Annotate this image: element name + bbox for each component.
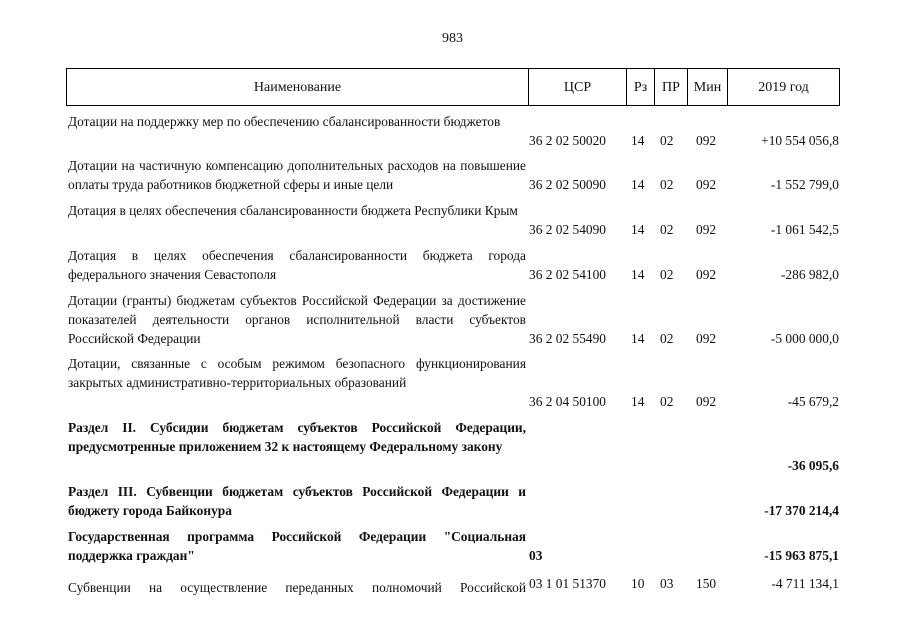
row-pr: 02 <box>660 394 674 409</box>
row-min: 092 <box>696 222 717 237</box>
row-amount: +10 554 056,8 <box>761 133 839 148</box>
row-csr: 36 2 04 50100 <box>529 394 606 409</box>
row-name: Дотации на поддержку мер по обеспечению сбалансированности бюджетов <box>68 114 501 129</box>
row-amount: -1 061 542,5 <box>770 222 839 237</box>
row-pr: 02 <box>660 222 674 237</box>
row-pr: 02 <box>660 267 674 282</box>
row-rz: 14 <box>631 394 645 409</box>
row-rz: 14 <box>631 222 645 237</box>
row-name: Дотации (гранты) бюджетам субъектов Российской Федерации за достижение показателей деятельности органов исполнительной власти субъектов Российской Федерации <box>68 293 526 346</box>
header-year: 2019 год <box>758 80 809 95</box>
row-min: 150 <box>696 576 717 591</box>
row-pr: 02 <box>660 331 674 346</box>
row-pr: 02 <box>660 177 674 192</box>
program-name: Государственная программа Российской Федерации "Социальная поддержка граждан" <box>68 529 526 563</box>
row-csr: 36 2 02 50090 <box>529 177 606 192</box>
section-amount: -36 095,6 <box>787 458 839 473</box>
row-name: Субвенции на осуществление переданных полномочий Российской <box>68 580 526 595</box>
header-rz: Рз <box>633 80 648 95</box>
row-min: 092 <box>696 133 717 148</box>
row-csr: 36 2 02 54090 <box>529 222 606 237</box>
row-min: 092 <box>696 267 717 282</box>
row-amount: -1 552 799,0 <box>770 177 839 192</box>
header-csr: ЦСР <box>563 80 592 95</box>
row-rz: 14 <box>631 177 645 192</box>
row-csr: 03 1 01 51370 <box>529 576 606 591</box>
row-csr: 36 2 02 50020 <box>529 133 606 148</box>
section-name: Раздел III. Субвенции бюджетам субъектов Российской Федерации и бюджету города Байконура <box>68 484 526 518</box>
header-name: Наименование <box>253 80 342 95</box>
row-amount: -4 711 134,1 <box>771 576 839 591</box>
table-header <box>66 68 840 106</box>
row-name: Дотация в целях обеспечения сбалансированности бюджета Республики Крым <box>68 203 518 218</box>
row-rz: 14 <box>631 331 645 346</box>
row-min: 092 <box>696 177 717 192</box>
row-rz: 14 <box>631 267 645 282</box>
row-min: 092 <box>696 331 717 346</box>
page-number: 983 <box>442 31 463 46</box>
row-name: Дотации, связанные с особым режимом безопасного функционирования закрытых административно-территориальных образований <box>68 356 526 390</box>
row-name: Дотации на частичную компенсацию дополнительных расходов на повышение оплаты труда работников бюджетной сферы и иные цели <box>68 158 526 192</box>
row-rz: 14 <box>631 133 645 148</box>
section-name: Раздел II. Субсидии бюджетам субъектов Российской Федерации, предусмотренные приложением 32 к настоящему Федеральному закону <box>68 420 526 454</box>
header-min: Мин <box>693 80 722 95</box>
row-csr: 36 2 02 54100 <box>529 267 606 282</box>
row-amount: -45 679,2 <box>787 394 839 409</box>
row-min: 092 <box>696 394 717 409</box>
row-name: Дотация в целях обеспечения сбалансированности бюджета города федерального значения Севастополя <box>68 248 526 282</box>
section-amount: -17 370 214,4 <box>764 503 839 518</box>
program-csr: 03 <box>529 548 543 563</box>
row-amount: -5 000 000,0 <box>770 331 839 346</box>
header-pr: ПР <box>662 80 680 95</box>
row-csr: 36 2 02 55490 <box>529 331 606 346</box>
row-rz: 10 <box>631 576 645 591</box>
row-pr: 03 <box>660 576 674 591</box>
row-pr: 02 <box>660 133 674 148</box>
row-amount: -286 982,0 <box>780 267 839 282</box>
program-amount: -15 963 875,1 <box>764 548 839 563</box>
